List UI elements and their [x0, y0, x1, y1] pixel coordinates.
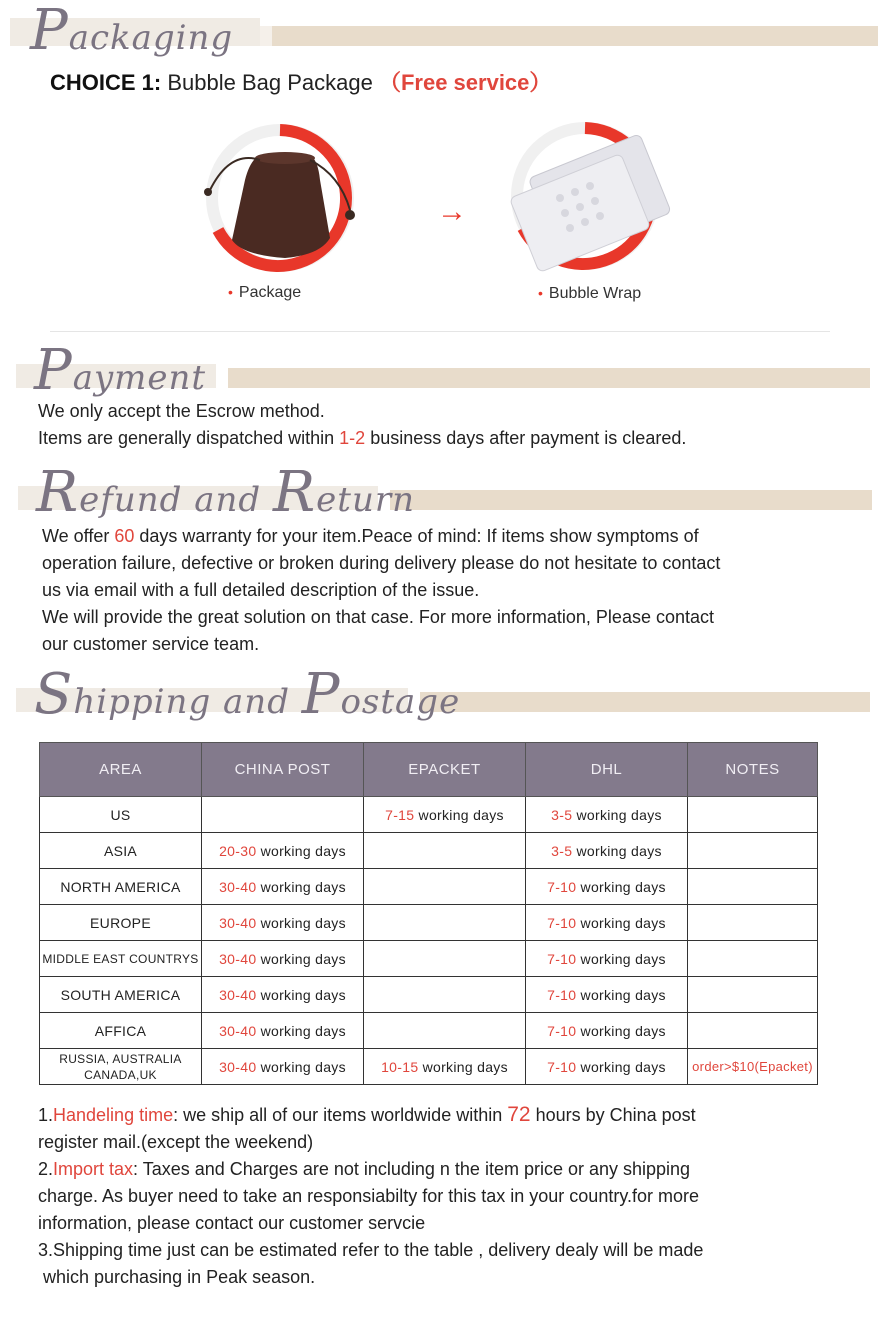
dhl-cell: 7-10 working days	[526, 941, 688, 977]
table-row	[40, 941, 818, 977]
shipping-table	[39, 742, 818, 1085]
notes-cell	[688, 797, 818, 833]
epacket-cell: 10-15 working days	[364, 1049, 526, 1085]
dhl-cell: 7-10 working days	[526, 1013, 688, 1049]
epacket-cell	[364, 941, 526, 977]
dhl-cell: 3-5 working days	[526, 797, 688, 833]
table-row	[40, 1049, 818, 1085]
refund-band	[390, 490, 872, 510]
payment-text: We only accept the Escrow method. Items are generally dispatched within 1-2 business days after payment is cleared.	[38, 401, 687, 448]
china-post-cell: 30-40 working days	[202, 1013, 364, 1049]
china-post-cell: 20-30 working days	[202, 833, 364, 869]
table-row	[40, 977, 818, 1013]
header-epacket: EPACKET	[364, 743, 526, 797]
bubble-wrap-caption: • Bubble Wrap	[538, 285, 642, 302]
china-post-cell: 30-40 working days	[202, 941, 364, 977]
header-dhl: DHL	[526, 743, 688, 797]
header-notes: NOTES	[688, 743, 818, 797]
epacket-cell	[364, 905, 526, 941]
payment-heading: Payment	[34, 338, 207, 403]
epacket-cell: 7-15 working days	[364, 797, 526, 833]
notes-cell	[688, 905, 818, 941]
header-china-post: CHINA POST	[202, 743, 364, 797]
shipping-band	[420, 692, 870, 712]
area-cell: AFFICA	[40, 1013, 202, 1049]
table-row	[40, 833, 818, 869]
bullet-icon: •	[228, 284, 233, 300]
notes-cell	[688, 833, 818, 869]
packaging-band-accent	[272, 26, 878, 46]
note-2: 2.Import tax: Taxes and Charges are not including n the item price or any shipping	[38, 1159, 691, 1179]
shipping-heading: Shipping and Postage	[34, 662, 461, 727]
notes-cell: order>$10(Epacket)	[688, 1049, 818, 1085]
payment-band	[228, 368, 870, 388]
area-cell: RUSSIA, AUSTRALIA CANADA,UK	[40, 1049, 202, 1085]
free-service-label: （Free service）	[378, 70, 552, 95]
arrow-right-icon: →	[437, 195, 467, 228]
area-cell: NORTH AMERICA	[40, 869, 202, 905]
packaging-heading: Packaging	[30, 0, 234, 63]
package-caption: • Package	[228, 284, 302, 301]
area-cell: US	[40, 797, 202, 833]
header-area: AREA	[40, 743, 202, 797]
table-row	[40, 1013, 818, 1049]
bubble-wrap-image	[500, 118, 690, 283]
notes-cell	[688, 869, 818, 905]
refund-heading: Refund and Return	[36, 460, 415, 525]
table-row	[40, 869, 818, 905]
china-post-cell: 30-40 working days	[202, 1049, 364, 1085]
area-cell: EUROPE	[40, 905, 202, 941]
divider	[50, 331, 830, 332]
area-cell: MIDDLE EAST COUNTRYS	[40, 941, 202, 977]
bullet-icon: •	[538, 285, 543, 301]
package-image	[190, 120, 380, 280]
china-post-cell: 30-40 working days	[202, 869, 364, 905]
china-post-cell: 30-40 working days	[202, 977, 364, 1013]
dhl-cell: 7-10 working days	[526, 977, 688, 1013]
choice-line	[50, 66, 551, 97]
epacket-cell	[364, 977, 526, 1013]
area-cell: ASIA	[40, 833, 202, 869]
notes-cell	[688, 977, 818, 1013]
area-cell: SOUTH AMERICA	[40, 977, 202, 1013]
note-3: 3.Shipping time just can be estimated refer to the table , delivery dealy will be made	[38, 1240, 704, 1260]
china-post-cell	[202, 797, 364, 833]
table-header-row	[40, 743, 818, 797]
dhl-cell: 3-5 working days	[526, 833, 688, 869]
epacket-cell	[364, 1013, 526, 1049]
notes-cell	[688, 941, 818, 977]
dhl-cell: 7-10 working days	[526, 869, 688, 905]
notes-cell	[688, 1013, 818, 1049]
choice-label: CHOICE 1:	[50, 70, 162, 95]
refund-text: We offer 60 days warranty for your item.Peace of mind: If items show symptoms of operation failure, defective or broken during delivery please do not hesitate to contact us via email with a full detailed description of the issue. We will provide the great solution on that case. For more information, Please contact our customer service team.	[42, 526, 721, 654]
china-post-cell: 30-40 working days	[202, 905, 364, 941]
dhl-cell: 7-10 working days	[526, 905, 688, 941]
dhl-cell: 7-10 working days	[526, 1049, 688, 1085]
epacket-cell	[364, 869, 526, 905]
shipping-notes: 1.Handeling time: we ship all of our items worldwide within 72 hours by China post register mail.(except the weekend) 2.Import tax: Taxes and Charges are not including n the item price or any shipping charge. As buyer need to take an responsiabilty for this tax in your country.for more information, please contact our customer servcie 3.Shipping time just can be estimated refer to the table , delivery dealy will be made which purchasing in Peak season.	[38, 1101, 798, 1291]
table-row	[40, 797, 818, 833]
note-1: 1.Handeling time: we ship all of our items worldwide within 72 hours by China post	[38, 1103, 696, 1126]
choice-text: Bubble Bag Package	[161, 70, 379, 95]
table-row	[40, 905, 818, 941]
epacket-cell	[364, 833, 526, 869]
